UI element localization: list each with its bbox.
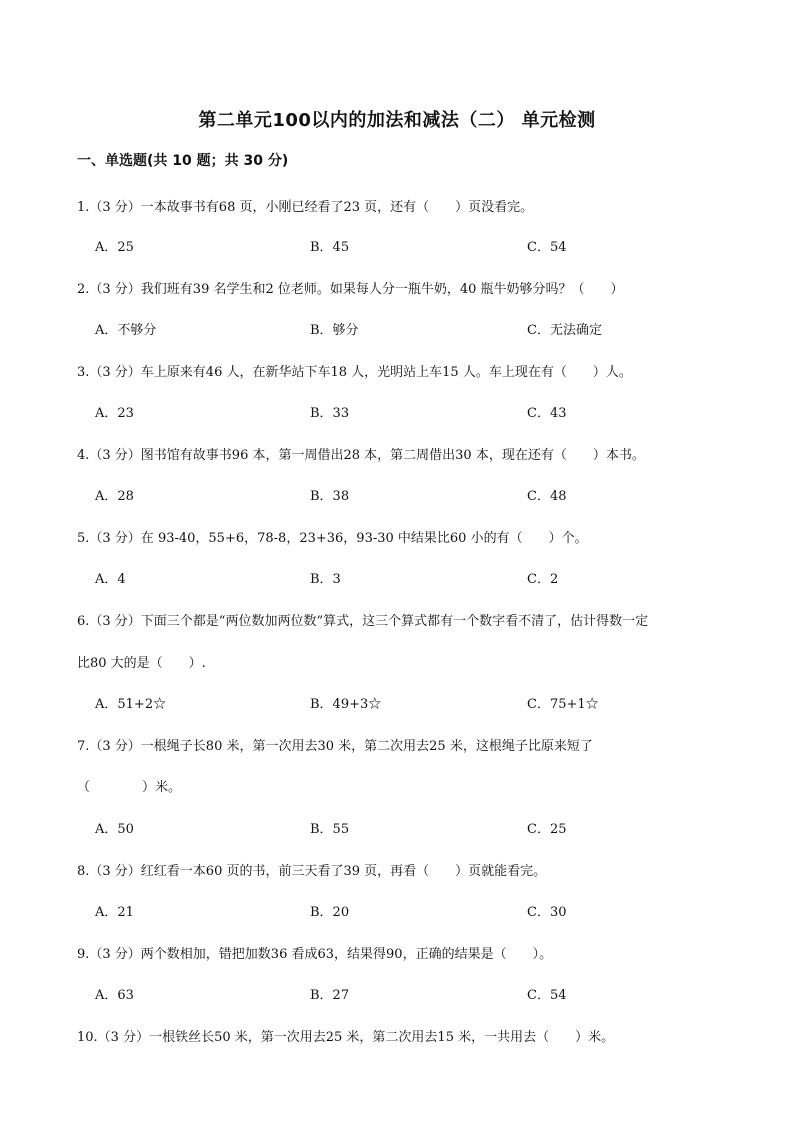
question-8: 8.（3 分）红红看一本60 页的书，前三天看了39 页，再看（ ）页就能看完。 [77, 864, 547, 879]
question-10: 10.（3 分）一根铁丝长50 米，第一次用去25 米，第二次用去15 米，一共用去（ ）米。 [77, 1030, 615, 1045]
q6-option-c: C．75+1☆ [527, 697, 599, 712]
q1-option-a: A．25 [95, 240, 134, 255]
q2-option-a: A．不够分 [95, 323, 157, 338]
question-7-continued: （ ）米。 [77, 780, 182, 795]
q5-option-a: A．4 [95, 572, 126, 587]
q7-option-a: A．50 [95, 822, 134, 837]
q5-option-c: C．2 [527, 572, 559, 587]
q7-option-c: C．25 [527, 822, 567, 837]
q6-option-a: A．51+2☆ [95, 697, 167, 712]
q3-option-c: C．43 [527, 406, 567, 421]
q5-option-b: B．3 [310, 572, 341, 587]
question-9: 9.（3 分）两个数相加，错把加数36 看成63，结果得90，正确的结果是（ ）。 [77, 947, 553, 962]
q7-option-b: B．55 [310, 822, 350, 837]
question-1: 1.（3 分）一本故事书有68 页，小刚已经看了23 页，还有（ ）页没看完。 [77, 200, 534, 215]
q2-option-b: B．够分 [310, 323, 359, 338]
q4-option-b: B．38 [310, 489, 350, 504]
q6-option-b: B．49+3☆ [310, 697, 382, 712]
q9-option-c: C．54 [527, 988, 567, 1003]
q8-option-c: C．30 [527, 905, 567, 920]
question-6-continued: 比80 大的是（ ）. [77, 656, 206, 671]
q8-option-b: B．20 [310, 905, 350, 920]
question-3: 3.（3 分）车上原来有46 人，在新华站下车18 人，光明站上车15 人。车上现在有（ ）人。 [77, 365, 632, 380]
question-2: 2.（3 分）我们班有39 名学生和2 位老师。如果每人分一瓶牛奶，40 瓶牛奶够分吗？（ ） [77, 282, 624, 297]
section-heading: 一、单选题(共 10 题；共 30 分) [77, 153, 289, 169]
q1-option-c: C．54 [527, 240, 567, 255]
question-7: 7.（3 分）一根绳子长80 米，第一次用去30 米，第二次用去25 米，这根绳子比原来短了 [77, 739, 593, 754]
q3-option-b: B．33 [310, 406, 350, 421]
q3-option-a: A．23 [95, 406, 134, 421]
q9-option-a: A．63 [95, 988, 134, 1003]
q4-option-c: C．48 [527, 489, 567, 504]
q1-option-b: B．45 [310, 240, 350, 255]
question-4: 4.（3 分）图书馆有故事书96 本，第一周借出28 本，第二周借出30 本，现在还有（ ）本书。 [77, 448, 645, 463]
page-title: 第二单元100以内的加法和减法（二） 单元检测 [198, 110, 596, 131]
question-5: 5.（3 分）在 93-40，55+6，78-8，23+36，93-30 中结果比60 小的有（ ）个。 [77, 531, 588, 546]
question-6: 6.（3 分）下面三个都是“两位数加两位数”算式，这三个算式都有一个数字看不清了，估计得数一定 [77, 614, 649, 629]
q9-option-b: B．27 [310, 988, 350, 1003]
q4-option-a: A．28 [95, 489, 134, 504]
q8-option-a: A．21 [95, 905, 134, 920]
q2-option-c: C．无法确定 [527, 323, 602, 338]
